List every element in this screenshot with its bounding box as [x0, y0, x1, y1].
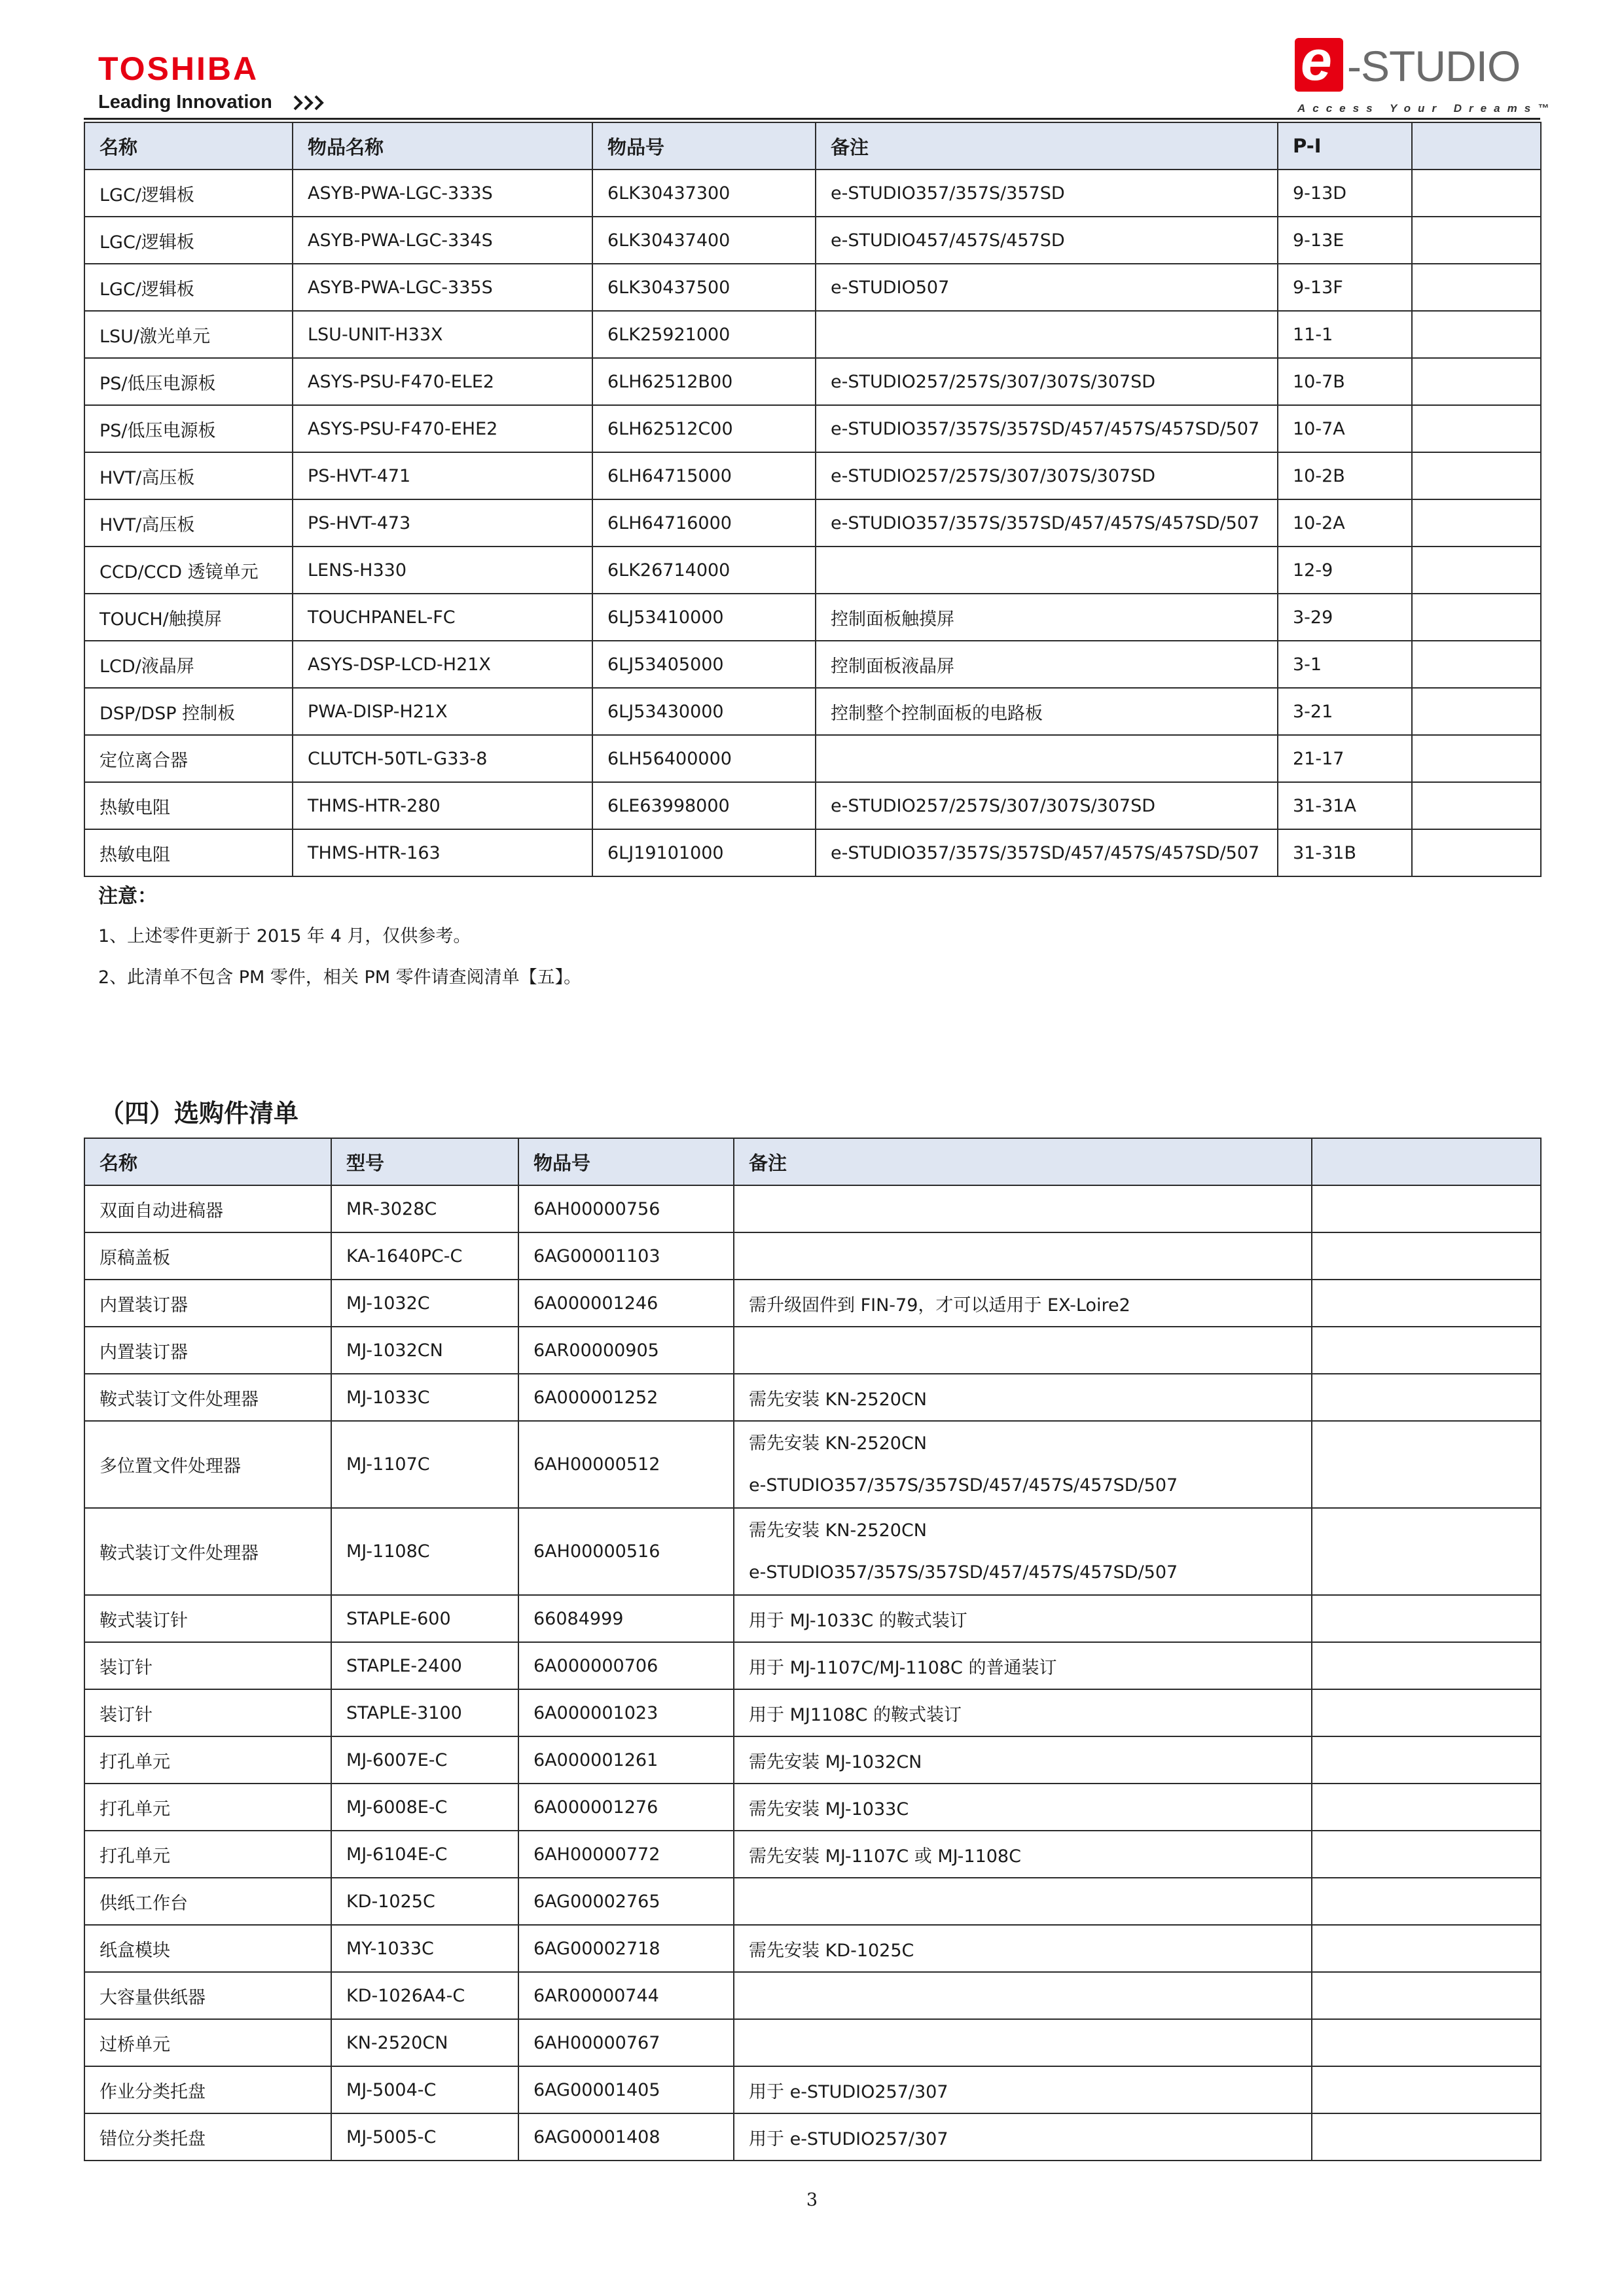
- table-cell: [1412, 358, 1541, 405]
- table-cell: 需先安装 KD-1025C: [734, 1925, 1312, 1972]
- table-row: [84, 1689, 1541, 1736]
- table-cell: [1312, 2113, 1541, 2161]
- options-table-header: [84, 1138, 1541, 1185]
- table-cell: 10-7A: [1278, 405, 1412, 452]
- table-cell: 6AR00000905: [518, 1327, 734, 1374]
- estudio-logo-mark: [1295, 29, 1343, 92]
- table-cell: e-STUDIO357/357S/357SD/457/457S/457SD/507: [816, 405, 1278, 452]
- table-cell: 需先安装 MJ-1033C: [734, 1784, 1312, 1831]
- table-cell: [1312, 1736, 1541, 1784]
- table-cell: 鞍式装订文件处理器: [84, 1374, 331, 1421]
- table-cell: 装订针: [84, 1689, 331, 1736]
- table-row: [84, 2113, 1541, 2161]
- table-cell: [734, 1508, 1312, 1595]
- table-cell: e-STUDIO257/257S/307/307S/307SD: [816, 452, 1278, 499]
- table-cell: KN-2520CN: [331, 2019, 518, 2066]
- table-row: [84, 1878, 1541, 1925]
- section-title: （四）选购件清单: [99, 1099, 299, 1128]
- table-cell: LSU-UNIT-H33X: [293, 311, 592, 358]
- table-cell: KD-1026A4-C: [331, 1972, 518, 2019]
- table-cell: 6LK25921000: [592, 311, 816, 358]
- table-row: [84, 1784, 1541, 1831]
- table-cell: KD-1025C: [331, 1878, 518, 1925]
- note-line: 1、上述零件更新于 2015 年 4 月，仅供参考。: [98, 926, 471, 946]
- table-cell: [1312, 1374, 1541, 1421]
- table-cell: 6AG00001408: [518, 2113, 734, 2161]
- table-cell: 6LE63998000: [592, 782, 816, 829]
- table-cell: [734, 2019, 1312, 2066]
- table-cell: KA-1640PC-C: [331, 1232, 518, 1280]
- table-cell: MJ-5005-C: [331, 2113, 518, 2161]
- table-cell: 需先安装 MJ-1107C 或 MJ-1108C: [734, 1831, 1312, 1878]
- cell-text-line: e-STUDIO357/357S/357SD/457/457S/457SD/507: [749, 1562, 1178, 1583]
- table-cell: [1412, 829, 1541, 876]
- table-cell: 用于 e-STUDIO257/307: [734, 2113, 1312, 2161]
- table-cell: 6AR00000744: [518, 1972, 734, 2019]
- table-cell: [1412, 217, 1541, 264]
- table-row: [84, 311, 1541, 358]
- table-cell: LGC/逻辑板: [84, 170, 293, 217]
- table-cell: 21-17: [1278, 735, 1412, 782]
- table-cell: 6LJ53405000: [592, 641, 816, 688]
- table-cell: 需先安装 KN-2520CN: [734, 1374, 1312, 1421]
- table-cell: 错位分类托盘: [84, 2113, 331, 2161]
- table-cell: [1312, 1327, 1541, 1374]
- table-cell: 内置装订器: [84, 1280, 331, 1327]
- table-cell: 66084999: [518, 1595, 734, 1642]
- header-divider: [84, 118, 1540, 120]
- table-cell: MJ-6007E-C: [331, 1736, 518, 1784]
- column-header: 备注: [816, 122, 1278, 170]
- table-row: [84, 1925, 1541, 1972]
- table-cell: [816, 547, 1278, 594]
- table-cell: 6LH56400000: [592, 735, 816, 782]
- table-cell: 6LH62512C00: [592, 405, 816, 452]
- table-cell: [1312, 1185, 1541, 1232]
- table-row: [84, 1642, 1541, 1689]
- table-row: [84, 1421, 1541, 1508]
- table-cell: MY-1033C: [331, 1925, 518, 1972]
- column-header: 名称: [84, 122, 293, 170]
- table-cell: PS/低压电源板: [84, 405, 293, 452]
- table-cell: LGC/逻辑板: [84, 264, 293, 311]
- table-cell: 需先安装 MJ-1032CN: [734, 1736, 1312, 1784]
- table-cell: LCD/液晶屏: [84, 641, 293, 688]
- table-cell: e-STUDIO507: [816, 264, 1278, 311]
- table-cell: [1312, 1878, 1541, 1925]
- table-cell: [1312, 1972, 1541, 2019]
- table-cell: HVT/高压板: [84, 499, 293, 547]
- table-cell: 6LH64715000: [592, 452, 816, 499]
- table-cell: [1312, 2066, 1541, 2113]
- table-cell: [1412, 688, 1541, 735]
- table-row: [84, 641, 1541, 688]
- table-cell: 热敏电阻: [84, 782, 293, 829]
- table-cell: MJ-1032CN: [331, 1327, 518, 1374]
- note-line: 2、此清单不包含 PM 零件，相关 PM 零件请查阅清单【五】。: [98, 967, 582, 988]
- table-cell: 6A000001276: [518, 1784, 734, 1831]
- table-cell: e-STUDIO257/257S/307/307S/307SD: [816, 358, 1278, 405]
- column-header: [1312, 1138, 1541, 1185]
- table-cell: STAPLE-2400: [331, 1642, 518, 1689]
- table-cell: HVT/高压板: [84, 452, 293, 499]
- table-cell: [1312, 1831, 1541, 1878]
- column-header: 名称: [84, 1138, 331, 1185]
- table-row: [84, 452, 1541, 499]
- parts-table: [84, 122, 1542, 877]
- table-row: [84, 782, 1541, 829]
- table-cell: 纸盒模块: [84, 1925, 331, 1972]
- table-cell: 6A000001246: [518, 1280, 734, 1327]
- table-cell: 控制面板触摸屏: [816, 594, 1278, 641]
- options-table: [84, 1138, 1542, 2161]
- column-header: P-I: [1278, 122, 1412, 170]
- table-cell: [1312, 1642, 1541, 1689]
- table-cell: 控制面板液晶屏: [816, 641, 1278, 688]
- column-header: 物品号: [518, 1138, 734, 1185]
- table-cell: PS-HVT-471: [293, 452, 592, 499]
- table-cell: [1312, 1280, 1541, 1327]
- table-cell: LENS-H330: [293, 547, 592, 594]
- table-cell: 6LJ53430000: [592, 688, 816, 735]
- table-cell: 12-9: [1278, 547, 1412, 594]
- table-cell: [734, 1878, 1312, 1925]
- table-cell: e-STUDIO357/357S/357SD/457/457S/457SD/507: [816, 499, 1278, 547]
- table-row: [84, 688, 1541, 735]
- estudio-logo-e: e: [1301, 29, 1332, 92]
- table-row: [84, 547, 1541, 594]
- table-cell: 6AG00002765: [518, 1878, 734, 1925]
- table-cell: LSU/激光单元: [84, 311, 293, 358]
- table-cell: e-STUDIO357/357S/357SD: [816, 170, 1278, 217]
- page-header: [0, 0, 1624, 124]
- estudio-logo: [1295, 29, 1557, 123]
- table-cell: 热敏电阻: [84, 829, 293, 876]
- table-cell: PS-HVT-473: [293, 499, 592, 547]
- table-cell: [1312, 2019, 1541, 2066]
- table-cell: [1412, 641, 1541, 688]
- table-cell: [734, 1327, 1312, 1374]
- table-cell: [734, 1972, 1312, 2019]
- table-cell: [1312, 1232, 1541, 1280]
- table-cell: MJ-1032C: [331, 1280, 518, 1327]
- page-number: 3: [806, 2190, 818, 2210]
- table-cell: 6AH00000767: [518, 2019, 734, 2066]
- table-cell: MJ-1108C: [331, 1508, 518, 1595]
- table-cell: ASYS-PSU-F470-ELE2: [293, 358, 592, 405]
- table-cell: STAPLE-600: [331, 1595, 518, 1642]
- estudio-slogan: Access Your Dreams™: [1297, 102, 1557, 115]
- table-row: [84, 1595, 1541, 1642]
- table-cell: e-STUDIO457/457S/457SD: [816, 217, 1278, 264]
- table-cell: 装订针: [84, 1642, 331, 1689]
- toshiba-tagline: Leading Innovation: [98, 92, 272, 113]
- table-cell: 6AH00000756: [518, 1185, 734, 1232]
- table-cell: ASYB-PWA-LGC-334S: [293, 217, 592, 264]
- estudio-logo-word: -STUDIO: [1347, 42, 1521, 90]
- table-cell: 供纸工作台: [84, 1878, 331, 1925]
- table-cell: [1412, 782, 1541, 829]
- table-cell: 双面自动进稿器: [84, 1185, 331, 1232]
- table-cell: [734, 1421, 1312, 1508]
- table-cell: 用于 MJ1108C 的鞍式装订: [734, 1689, 1312, 1736]
- table-cell: 10-2B: [1278, 452, 1412, 499]
- table-cell: [1412, 547, 1541, 594]
- table-row: [84, 358, 1541, 405]
- table-cell: 作业分类托盘: [84, 2066, 331, 2113]
- column-header: [1412, 122, 1541, 170]
- table-row: [84, 1972, 1541, 2019]
- table-cell: MJ-6008E-C: [331, 1784, 518, 1831]
- table-cell: 6AG00001103: [518, 1232, 734, 1280]
- table-cell: 6AH00000772: [518, 1831, 734, 1878]
- table-cell: THMS-HTR-280: [293, 782, 592, 829]
- table-cell: 需升级固件到 FIN-79，才可以适用于 EX-Loire2: [734, 1280, 1312, 1327]
- table-cell: PS/低压电源板: [84, 358, 293, 405]
- table-cell: ASYB-PWA-LGC-335S: [293, 264, 592, 311]
- table-cell: 31-31A: [1278, 782, 1412, 829]
- table-cell: THMS-HTR-163: [293, 829, 592, 876]
- table-cell: TOUCHPANEL-FC: [293, 594, 592, 641]
- table-cell: 9-13D: [1278, 170, 1412, 217]
- table-cell: [1312, 1925, 1541, 1972]
- table-row: [84, 1374, 1541, 1421]
- table-cell: 6LK30437400: [592, 217, 816, 264]
- table-cell: 内置装订器: [84, 1327, 331, 1374]
- table-cell: 6A000001252: [518, 1374, 734, 1421]
- table-cell: 3-1: [1278, 641, 1412, 688]
- table-cell: 6LH64716000: [592, 499, 816, 547]
- table-cell: MJ-1033C: [331, 1374, 518, 1421]
- table-cell: DSP/DSP 控制板: [84, 688, 293, 735]
- table-cell: ASYS-PSU-F470-EHE2: [293, 405, 592, 452]
- table-cell: [1312, 1421, 1541, 1508]
- table-cell: 6A000001261: [518, 1736, 734, 1784]
- table-cell: 用于 MJ-1107C/MJ-1108C 的普通装订: [734, 1642, 1312, 1689]
- table-cell: [816, 311, 1278, 358]
- table-cell: 6A000001023: [518, 1689, 734, 1736]
- table-cell: 10-2A: [1278, 499, 1412, 547]
- column-header: 型号: [331, 1138, 518, 1185]
- table-cell: 6AG00002718: [518, 1925, 734, 1972]
- cell-text-line: 需先安装 KN-2520CN: [749, 1433, 927, 1454]
- table-row: [84, 2066, 1541, 2113]
- table-cell: [1412, 735, 1541, 782]
- table-cell: 31-31B: [1278, 829, 1412, 876]
- table-cell: 打孔单元: [84, 1784, 331, 1831]
- table-cell: e-STUDIO257/257S/307/307S/307SD: [816, 782, 1278, 829]
- table-cell: 鞍式装订文件处理器: [84, 1508, 331, 1595]
- table-row: [84, 217, 1541, 264]
- table-cell: 6AG00001405: [518, 2066, 734, 2113]
- table-cell: 6LJ53410000: [592, 594, 816, 641]
- table-cell: 6LJ19101000: [592, 829, 816, 876]
- table-cell: 6LK30437500: [592, 264, 816, 311]
- table-cell: [1312, 1689, 1541, 1736]
- notes: [98, 887, 581, 1010]
- table-cell: TOUCH/触摸屏: [84, 594, 293, 641]
- table-cell: [1412, 405, 1541, 452]
- table-cell: CLUTCH-50TL-G33-8: [293, 735, 592, 782]
- table-row: [84, 829, 1541, 876]
- table-cell: [1412, 594, 1541, 641]
- table-row: [84, 2019, 1541, 2066]
- table-cell: 大容量供纸器: [84, 1972, 331, 2019]
- table-cell: [1412, 499, 1541, 547]
- notes-title: 注意：: [98, 885, 157, 908]
- table-cell: MR-3028C: [331, 1185, 518, 1232]
- table-cell: STAPLE-3100: [331, 1689, 518, 1736]
- table-cell: 6AH00000512: [518, 1421, 734, 1508]
- table-cell: [1312, 1508, 1541, 1595]
- table-row: [84, 1327, 1541, 1374]
- table-cell: MJ-5004-C: [331, 2066, 518, 2113]
- table-cell: [734, 1185, 1312, 1232]
- table-cell: 控制整个控制面板的电路板: [816, 688, 1278, 735]
- table-row: [84, 1508, 1541, 1595]
- table-cell: 6LK26714000: [592, 547, 816, 594]
- table-cell: 打孔单元: [84, 1736, 331, 1784]
- cell-text-line: e-STUDIO357/357S/357SD/457/457S/457SD/507: [749, 1475, 1178, 1496]
- table-cell: 原稿盖板: [84, 1232, 331, 1280]
- table-row: [84, 735, 1541, 782]
- table-cell: 鞍式装订针: [84, 1595, 331, 1642]
- parts-table-header: [84, 122, 1541, 170]
- chevrons-icon: [293, 95, 327, 111]
- table-cell: 用于 MJ-1033C 的鞍式装订: [734, 1595, 1312, 1642]
- table-cell: [1412, 452, 1541, 499]
- table-cell: 9-13E: [1278, 217, 1412, 264]
- table-cell: 定位离合器: [84, 735, 293, 782]
- table-cell: 6A000000706: [518, 1642, 734, 1689]
- table-cell: 9-13F: [1278, 264, 1412, 311]
- column-header: 物品名称: [293, 122, 592, 170]
- cell-text-line: 需先安装 KN-2520CN: [749, 1520, 927, 1541]
- table-cell: 用于 e-STUDIO257/307: [734, 2066, 1312, 2113]
- toshiba-logo: TOSHIBA: [98, 50, 259, 87]
- table-cell: MJ-1107C: [331, 1421, 518, 1508]
- table-cell: 6LK30437300: [592, 170, 816, 217]
- table-row: [84, 1232, 1541, 1280]
- table-cell: ASYS-DSP-LCD-H21X: [293, 641, 592, 688]
- table-cell: 过桥单元: [84, 2019, 331, 2066]
- table-cell: 6LH62512B00: [592, 358, 816, 405]
- table-cell: PWA-DISP-H21X: [293, 688, 592, 735]
- table-cell: 打孔单元: [84, 1831, 331, 1878]
- table-cell: 3-21: [1278, 688, 1412, 735]
- table-cell: [1312, 1595, 1541, 1642]
- table-cell: MJ-6104E-C: [331, 1831, 518, 1878]
- table-cell: [734, 1232, 1312, 1280]
- table-row: [84, 1185, 1541, 1232]
- table-cell: CCD/CCD 透镜单元: [84, 547, 293, 594]
- table-row: [84, 499, 1541, 547]
- table-cell: 3-29: [1278, 594, 1412, 641]
- table-row: [84, 1831, 1541, 1878]
- table-row: [84, 170, 1541, 217]
- table-cell: [1412, 264, 1541, 311]
- table-row: [84, 594, 1541, 641]
- column-header: 备注: [734, 1138, 1312, 1185]
- table-cell: ASYB-PWA-LGC-333S: [293, 170, 592, 217]
- table-cell: LGC/逻辑板: [84, 217, 293, 264]
- table-cell: e-STUDIO357/357S/357SD/457/457S/457SD/507: [816, 829, 1278, 876]
- table-cell: 11-1: [1278, 311, 1412, 358]
- table-cell: [1412, 311, 1541, 358]
- table-row: [84, 1280, 1541, 1327]
- table-cell: 多位置文件处理器: [84, 1421, 331, 1508]
- table-cell: [816, 735, 1278, 782]
- column-header: 物品号: [592, 122, 816, 170]
- table-cell: 10-7B: [1278, 358, 1412, 405]
- table-cell: [1312, 1784, 1541, 1831]
- table-row: [84, 405, 1541, 452]
- table-row: [84, 264, 1541, 311]
- table-cell: 6AH00000516: [518, 1508, 734, 1595]
- table-row: [84, 1736, 1541, 1784]
- table-cell: [1412, 170, 1541, 217]
